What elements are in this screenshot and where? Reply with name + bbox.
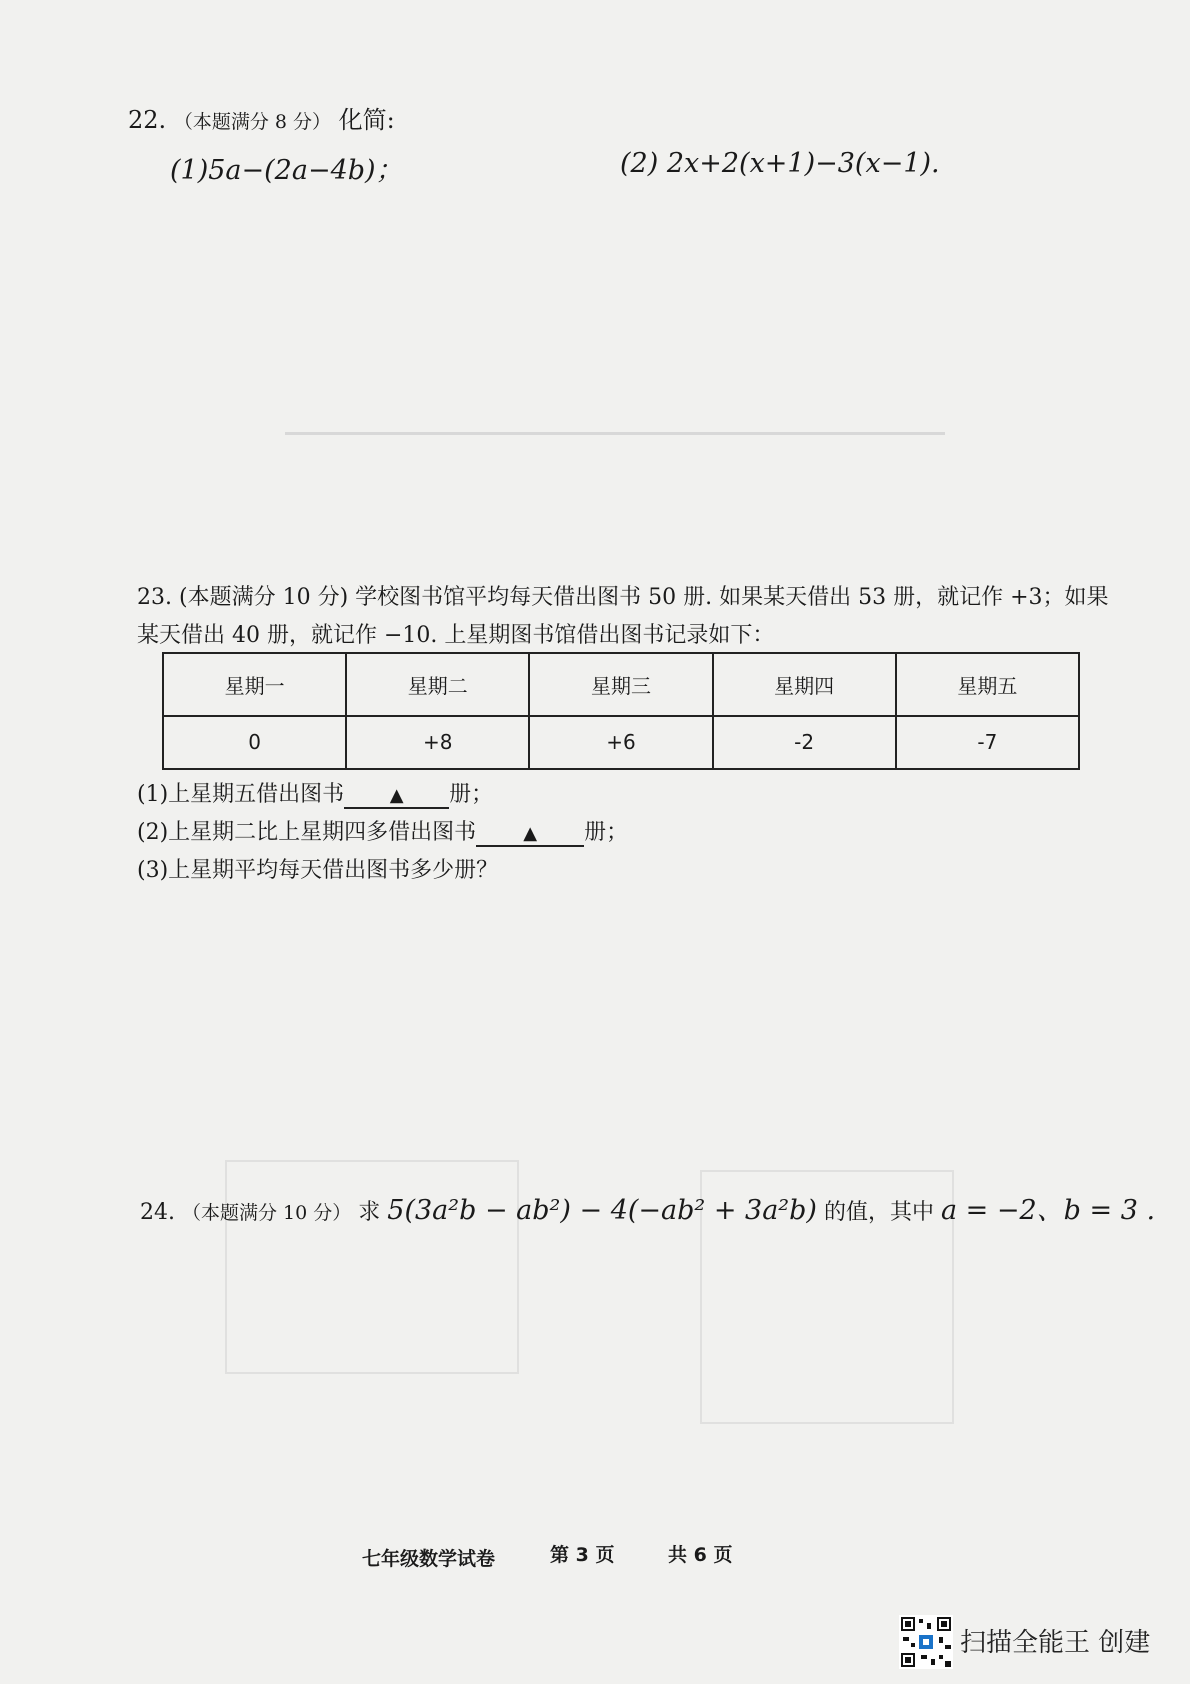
q23-sub1-text: (1)上星期五借出图书 [137,782,345,807]
bleed-segment-line [285,432,945,435]
footer-subject: 七年级数学试卷 [362,1548,496,1570]
q22-part2: (2) 2x+2(x+1)−3(x−1). [620,148,940,179]
q23-sub2-blank[interactable]: ▲ [476,823,584,847]
table-row [163,716,1079,769]
table-header-cell: 星期四 [713,653,896,716]
q23-points: (本题满分 10 分) [179,585,349,610]
q22-number: 22. [128,106,167,134]
q23-sub3: (3)上星期平均每天借出图书多少册？ [137,858,499,883]
q23-sub2 [137,815,628,847]
q22-header [128,100,395,135]
q24-line [140,1188,1155,1227]
table-cell: 0 [163,716,346,769]
table-header-cell: 星期一 [163,653,346,716]
q23-sub1-blank[interactable]: ▲ [344,785,449,809]
table-cell: -7 [896,716,1079,769]
q24-number: 24. [140,1200,175,1225]
q23-line1 [137,580,1109,611]
footer-page: 第 3 页 [550,1544,615,1566]
table-header-cell: 星期二 [346,653,529,716]
footer-total: 共 6 页 [668,1544,733,1566]
q23-sub1-unit: 册； [449,782,494,807]
q23-text1: 学校图书馆平均每天借出图书 50 册. 如果某天借出 53 册，就记作 +3；如果 [355,585,1109,610]
table-header-cell: 星期五 [896,653,1079,716]
q23-number: 23. [137,585,172,610]
q23-sub2-text: (2)上星期二比上星期四多借出图书 [137,820,477,845]
q23-sub2-unit: 册； [584,820,629,845]
q24-text-mid: 的值，其中 [823,1200,934,1225]
q22-instruction: 化简: [338,106,395,134]
camscanner-watermark: 扫描全能王 创建 [960,1628,1151,1658]
table-cell: +6 [529,716,712,769]
q22-part1: (1)5a−(2a−4b)； [170,155,403,186]
table-cell: -2 [713,716,896,769]
q24-condition: a = −2、b = 3 . [940,1195,1156,1226]
q24-text-pre: 求 [358,1200,381,1225]
table-header-cell: 星期三 [529,653,712,716]
table-header-row [163,653,1079,716]
q22-points: （本题满分 8 分） [173,111,331,133]
q23-record-table [162,652,1080,770]
qr-code-icon [899,1615,953,1669]
q24-points: （本题满分 10 分） [182,1202,352,1224]
q23-line2: 某天借出 40 册，就记作 −10. 上星期图书馆借出图书记录如下： [137,623,775,648]
q23-sub1 [137,777,493,809]
q24-expression: 5(3a²b − ab²) − 4(−ab² + 3a²b) [387,1195,817,1226]
table-cell: +8 [346,716,529,769]
